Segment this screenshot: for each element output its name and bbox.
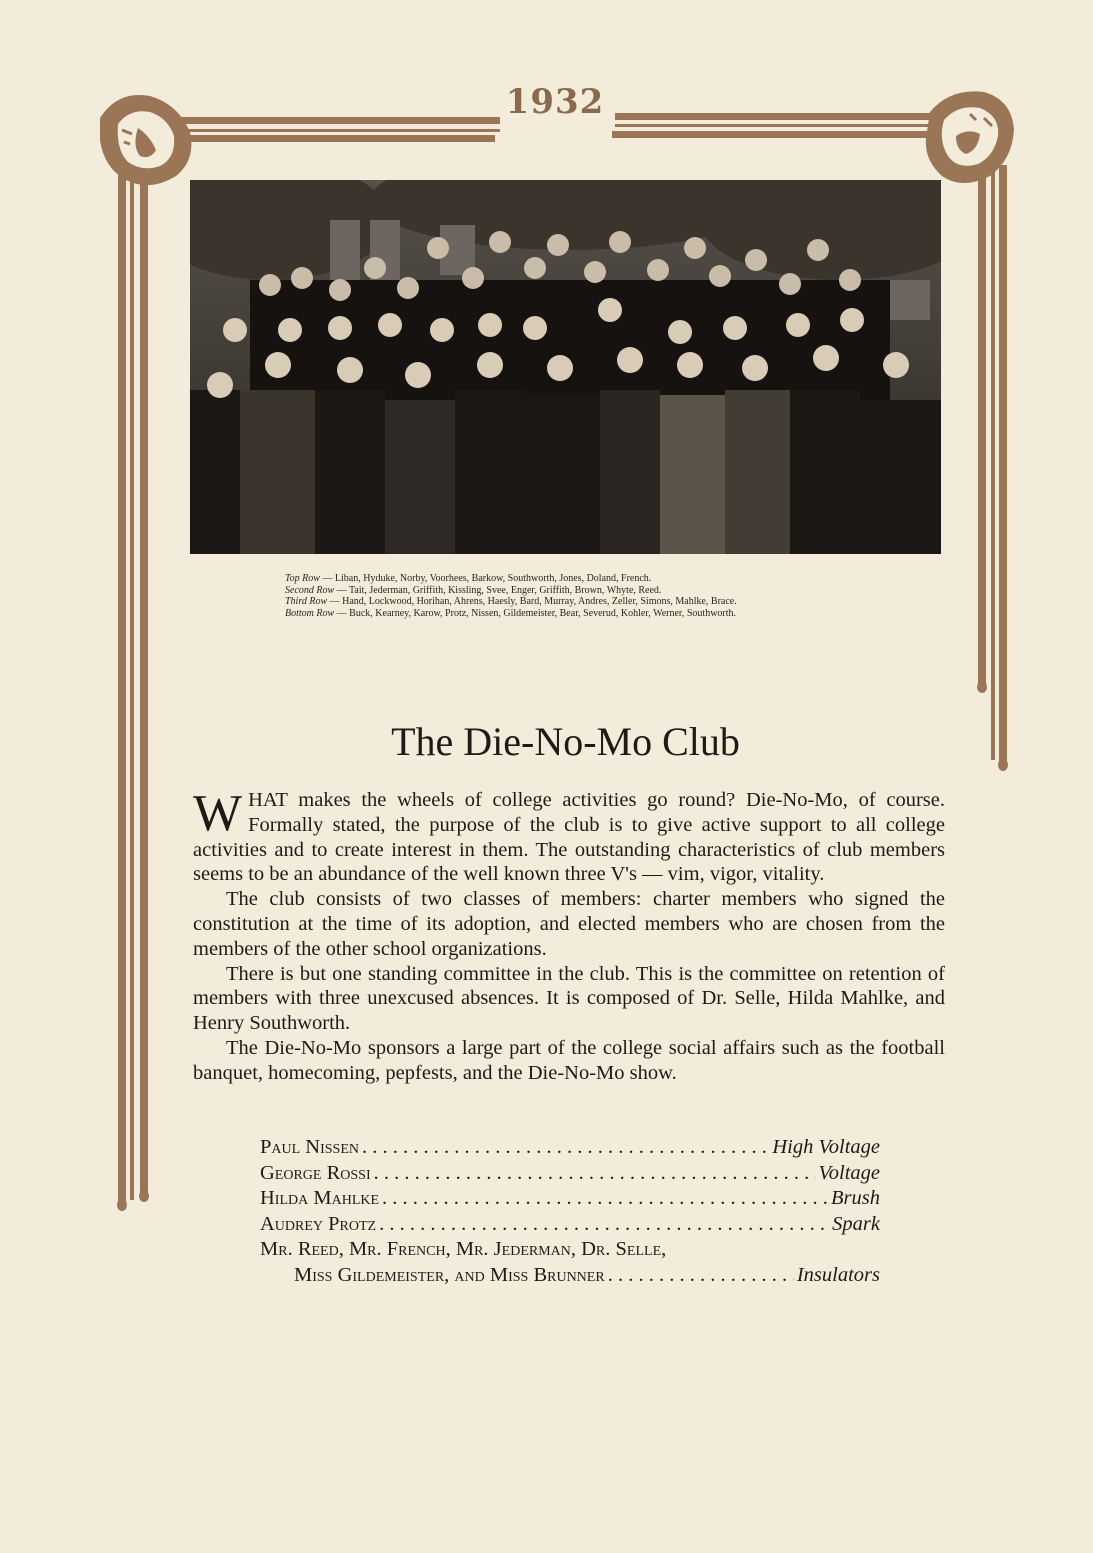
caption-row-top: Top Row — Liban, Hyduke, Norby, Voorhees, Barkow, Southworth, Jones, Doland, French.: [285, 573, 652, 584]
dot-leader: [608, 1263, 794, 1289]
paragraph-2: The club consists of two classes of members: charter members who signed the constitution at the time of its adoption, and elected members who are chosen from the members of the other school organizations.: [193, 888, 945, 960]
paragraph-1: WHAT makes the wheels of college activities go round? Die-No-Mo, of course. Formally stated, the purpose of the club is to give active support to all college activities and to create interest in them. The outstanding characteristics of club members seems to be an abundance of the well known three V's — vim, vigor, vitality.: [193, 785, 945, 886]
dot-leader: [382, 1186, 828, 1212]
officer-row: George Rossi . . . Voltage: [260, 1161, 880, 1187]
officer-row: Audrey Protz . . . Spark: [260, 1212, 880, 1238]
caption-row-bottom: Bottom Row — Buck, Kearney, Karow, Protz, Nissen, Gildemeister, Bear, Severud, Kohler, Werner, Southworth.: [285, 607, 737, 619]
article-body: [193, 785, 945, 1086]
officer-row: Paul Nissen . . . High Voltage: [260, 1135, 880, 1161]
officer-row: Hilda Mahlke . . . Brush: [260, 1186, 880, 1212]
dot-leader: [374, 1161, 816, 1187]
page-title: The Die-No-Mo Club: [391, 719, 740, 764]
photo-caption: [285, 573, 925, 619]
dot-leader: [379, 1212, 829, 1238]
dot-leader: [362, 1135, 769, 1161]
paragraph-3: There is but one standing committee in the club. This is the committee on retention of members with three unexcused absences. It is composed of Dr. Selle, Hilda Mahlke, and Henry Southworth.: [193, 962, 945, 1035]
caption-row-third: Third Row — Hand, Lockwood, Horihan, Ahrens, Haesly, Bard, Murray, Andres, Zeller, Simons, Mahlke, Brace.: [285, 596, 737, 607]
paragraph-4: The Die-No-Mo sponsors a large part of the college social affairs such as the football banquet, homecoming, pepfests, and the Die-No-Mo show.: [193, 1036, 945, 1084]
group-photo-icon: [190, 180, 941, 554]
year-heading: 1932: [505, 82, 605, 122]
advisors-row: Miss Gildemeister, and Miss Brunner . . . Insulators: [260, 1263, 880, 1289]
officers-list: [260, 1135, 880, 1288]
comedy-mask-ornament: [100, 95, 191, 185]
advisors-line-1: Mr. Reed, Mr. French, Mr. Jederman, Dr. Selle,: [260, 1238, 667, 1260]
drop-cap: W: [193, 785, 243, 842]
caption-row-second: Second Row — Tait, Jederman, Griffith, Kissling, Svee, Enger, Griffith, Brown, Whyte, Reed.: [285, 584, 662, 596]
group-photo: [190, 180, 941, 554]
